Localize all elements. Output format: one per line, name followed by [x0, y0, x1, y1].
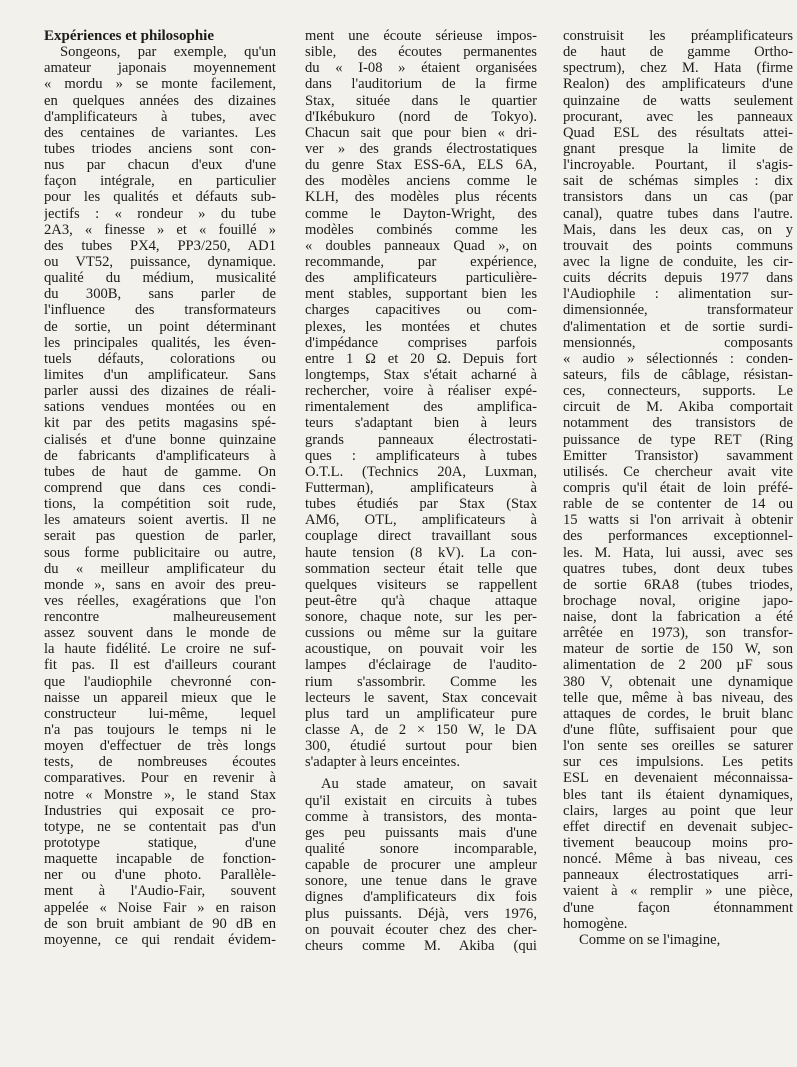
text-line: naisse un appareil mieux que le [44, 689, 276, 706]
text-line: moyen d'effectuer de très longs [44, 738, 276, 755]
text-line: sations vendues montées ou en [44, 399, 276, 416]
text-line: sous forme publicitaire ou autre, [44, 544, 276, 561]
text-line: tivement beaucoup moins pro- [563, 835, 793, 852]
text-line: brochage noval, origine japo- [563, 592, 793, 609]
text-line: cialisés et d'une bonne quinzaine [44, 431, 276, 448]
text-line: ces, connecteurs, supports. Le [563, 383, 793, 400]
text-line: acoustique, on pouvait voir les [305, 641, 537, 658]
text-line: tions, la compétition soit rude, [44, 496, 276, 513]
text-line: des modèles anciens comme le [305, 173, 537, 190]
text-line: de fabricants d'amplificateurs à [44, 447, 276, 464]
text-line: tuels défauts, colorations ou [44, 350, 276, 367]
text-line: du genre Stax ESS-6A, ELS 6A, [305, 157, 537, 174]
text-line: Industries qui exposait ce pro- [44, 802, 276, 819]
text-line: ques : amplificateurs à tubes [305, 447, 537, 464]
text-line: ner ou d'une photo. Parallèle- [44, 867, 276, 884]
text-line: ges peu puissants mais d'une [305, 824, 537, 841]
text-line: Au stade amateur, on savait [321, 776, 537, 793]
text-line: de sortie 6RA8 (tubes triodes, [563, 576, 793, 593]
text-line: de haut de gamme Ortho- [563, 44, 793, 61]
text-line: capable de procurer une ampleur [305, 857, 537, 874]
text-line: du « meilleur amplificateur du [44, 560, 276, 577]
text-line: des tubes PX4, PP3/250, AD1 [44, 237, 276, 254]
text-line: quelques visiteurs se rappellent [305, 576, 537, 593]
text-line: qualité du médium, musicalité [44, 270, 276, 287]
text-line: « audio » sélectionnés : conden- [563, 350, 793, 367]
text-line: spectrum), chez M. Hata (firme [563, 60, 793, 77]
text-line: 300, étudié surtout pour bien [305, 738, 537, 755]
text-line: charges capacitives ou com- [305, 302, 537, 319]
text-line: prototype statique, d'une [44, 835, 276, 852]
text-line: compris qu'il était de loin préfé- [563, 479, 793, 496]
text-line: arrêtée en 1973), son transfor- [563, 625, 793, 642]
text-line: modèles combinés comme les [305, 221, 537, 238]
text-line: on pouvait écouter chez des cher- [305, 921, 537, 938]
text-line: qualité sonore incomparable, [305, 841, 537, 858]
text-line: ment une écoute sérieuse impos- [305, 28, 537, 44]
text-line: Emitter Transistor) savamment [563, 447, 793, 464]
text-line: parler aussi des dizaines de réali- [44, 383, 276, 400]
text-line: moyenne, ce qui rendait évidem- [44, 931, 276, 948]
text-line: notre « Monstre », le stand Stax [44, 786, 276, 803]
text-line: la haute fidélité. Le croire ne suf- [44, 641, 276, 658]
text-line: Mais, dans les deux cas, on y [563, 221, 793, 238]
column-2 [305, 28, 537, 954]
text-line: ver » des grands électrostatiques [305, 140, 537, 157]
text-line: Comme on se l'imagine, [579, 931, 721, 948]
text-line: clairs, larges au point que leur [563, 802, 793, 819]
text-line: noncé. Même à bas niveau, ces [563, 851, 793, 868]
text-line: façon intégrale, en particulier [44, 173, 276, 190]
text-line: comme le Dayton-Wright, des [305, 205, 537, 222]
text-line: teurs s'adaptant bien à leurs [305, 415, 537, 432]
text-line: sur ces impulsions. Les petits [563, 754, 793, 771]
text-line: d'Ikébukuro (nord de Tokyo). [305, 108, 537, 125]
text-line: jectifs : « rondeur » du tube [44, 205, 276, 222]
text-line: les. M. Hata, lui aussi, avec ses [563, 544, 793, 561]
text-line: puissance de type RET (Ring [563, 431, 793, 448]
text-line: cussions ou même sur la guitare [305, 625, 537, 642]
text-line: Quad ESL des résultats attei- [563, 124, 793, 141]
text-line: maquette incapable de fonction- [44, 851, 276, 868]
text-line: effet directif en devenait subjec- [563, 818, 793, 835]
text-line: d'une façon étonnamment [563, 899, 793, 916]
text-line: peut-être qu'à chaque attaque [305, 592, 537, 609]
text-line: sommation secteur était telle que [305, 560, 537, 577]
text-line: du 300B, sans parler de [44, 286, 276, 303]
text-line: tubes de haut de gamme. On [44, 463, 276, 480]
text-line: sonore, une tenue dans le grave [305, 873, 537, 890]
text-line: panneaux électrostatiques arri- [563, 867, 793, 884]
text-line: « mordu » se monte facilement, [44, 76, 276, 93]
text-line: qu'il existait en circuits à tubes [305, 792, 537, 809]
text-line: de son bruit ambiant de 90 dB en [44, 915, 276, 932]
text-line: les principales qualités, les éven- [44, 334, 276, 351]
column-1 [44, 28, 276, 948]
text-line: limites d'un amplificateur. Sans [44, 366, 276, 383]
text-line: 15 watts si l'on arrivait à obtenir [563, 512, 793, 529]
text-line: comprend que dans ces condi- [44, 479, 276, 496]
text-line: quatres tubes, dont deux tubes [563, 560, 793, 577]
text-line: rium s'assombrir. Comme les [305, 673, 537, 690]
text-line: KLH, des modèles plus récents [305, 189, 537, 206]
text-line: sonore, chaque note, sur les per- [305, 609, 537, 626]
text-line: longtemps, Stax s'était acharné à [305, 366, 537, 383]
text-line: quinzaine de watts seulement [563, 92, 793, 109]
text-line: AM6, OTL, amplificateurs à [305, 512, 537, 529]
text-line: du « I-08 » étaient organisées [305, 60, 537, 77]
text-line: sateurs, fils de câblage, résistan- [563, 366, 793, 383]
text-line: assez souvent dans le monde de [44, 625, 276, 642]
text-line: dans l'auditorium de la firme [305, 76, 537, 93]
text-line: les amateurs soient avertis. Il ne [44, 512, 276, 529]
text-line: des amplificateurs particulière- [305, 270, 537, 287]
text-line: monde », sans en avoir des preu- [44, 576, 276, 593]
section-heading: Expériences et philosophie [44, 28, 215, 44]
text-line: ESL en devenaient méconnaissa- [563, 770, 793, 787]
text-line: telle que, même à bas niveau, des [563, 689, 793, 706]
text-line: recommande, par expérience, [305, 253, 537, 270]
text-line: 380 V, obtenait une dynamique [563, 673, 793, 690]
text-line: utilisés. Ce chercheur avait vite [563, 463, 793, 480]
text-line: couplage direct travaillant sous [305, 528, 537, 545]
text-line: vaient à « remplir » une pièce, [563, 883, 793, 900]
text-line: constructeur lui-même, lequel [44, 705, 276, 722]
text-line: d'amplificateurs à tubes, avec [44, 108, 276, 125]
text-line: l'influence des transformateurs [44, 302, 276, 319]
text-line: fit pas. Il est d'ailleurs courant [44, 657, 276, 674]
text-line: circuit de M. Akiba comportait [563, 399, 793, 416]
text-line: attaques de cordes, le bruit blanc [563, 705, 793, 722]
text-line: serait pas question de parler, [44, 528, 276, 545]
text-line: rimentalement des amplifica- [305, 399, 537, 416]
text-line: ou VT52, puissance, dynamique. [44, 253, 276, 270]
text-line: naise, dont la fabrication a été [563, 609, 793, 626]
text-line: 2A3, « finesse » et « fouillé » [44, 221, 276, 238]
text-line: mateur de sortie de 150 W, son [563, 641, 793, 658]
text-line: plexes, les montées et chutes [305, 318, 537, 335]
text-line: l'on sente ses oreilles se saturer [563, 738, 793, 755]
text-line: classe A, de 2 × 150 W, le DA [305, 722, 537, 739]
text-line: nus par chacun d'eux d'une [44, 157, 276, 174]
text-line: tests, de nombreuses écoutes [44, 754, 276, 771]
text-line: kit par des petits magasins spé- [44, 415, 276, 432]
text-line: procurant, avec les panneaux [563, 108, 793, 125]
text-line: rechercher, voire à réaliser expé- [305, 383, 537, 400]
text-line: sible, des écoutes permanentes [305, 44, 537, 61]
text-line: ves réelles, exagérations que l'on [44, 592, 276, 609]
text-line: rable de se contenter de 14 ou [563, 496, 793, 513]
text-line: lampes d'éclairage de l'audito- [305, 657, 537, 674]
text-line: notamment des transistors de [563, 415, 793, 432]
column-3 [563, 28, 793, 948]
text-line: alimentation de 2 200 µF sous [563, 657, 793, 674]
text-line: canal), quatre tubes dans l'autre. [563, 205, 793, 222]
text-line: amateur japonais moyennement [44, 60, 276, 77]
text-line: d'alimentation et de sortie surdi- [563, 318, 793, 335]
text-line: comparatives. Pour en revenir à [44, 770, 276, 787]
text-line: en quelques années des dizaines [44, 92, 276, 109]
text-line: Realon) des amplificateurs d'une [563, 76, 793, 93]
text-line: plus tard un amplificateur pure [305, 705, 537, 722]
text-line: appelée « Noise Fair » en raison [44, 899, 276, 916]
text-line: comme à transistors, des monta- [305, 808, 537, 825]
text-line: construisit les préamplificateurs [563, 28, 793, 44]
text-line: haute tension (8 kV). La con- [305, 544, 537, 561]
text-line: cuits décrits depuis 1977 dans [563, 270, 793, 287]
text-line: pour les qualités et défauts sub- [44, 189, 276, 206]
text-line: rencontre malheureusement [44, 609, 276, 626]
text-line: n'a pas toujours le temps ni le [44, 722, 276, 739]
text-line: ment à l'Audio-Fair, souvent [44, 883, 276, 900]
text-line: avec la ligne de conduite, les cir- [563, 253, 793, 270]
text-line: bles tant ils étaient dynamiques, [563, 786, 793, 803]
text-line: sait de schémas simples : dix [563, 173, 793, 190]
text-line: de sortie, un point déterminant [44, 318, 276, 335]
text-line: mensionnés, composants [563, 334, 793, 351]
text-line: grands panneaux électrostati- [305, 431, 537, 448]
text-line: gnant presque la limite de [563, 140, 793, 157]
text-line: O.T.L. (Technics 20A, Luxman, [305, 463, 537, 480]
text-line: Stax, située dans le quartier [305, 92, 537, 109]
text-line: « doubles panneaux Quad », on [305, 237, 537, 254]
text-line: d'une flûte, suffisaient pour que [563, 722, 793, 739]
text-line: que l'audiophile chevronné con- [44, 673, 276, 690]
text-line: des centaines de variantes. Les [44, 124, 276, 141]
text-line: des performances exceptionnel- [563, 528, 793, 545]
text-line: plus puissants. Déjà, vers 1976, [305, 905, 537, 922]
text-line: tubes étudiés par Stax (Stax [305, 496, 537, 513]
text-line: tubes triodes anciens sont con- [44, 140, 276, 157]
text-line: d'impédance comprises parfois [305, 334, 537, 351]
text-line: l'incroyable. Pourtant, il s'agis- [563, 157, 793, 174]
text-line: Songeons, par exemple, qu'un [60, 44, 276, 61]
text-line: dimensionnée, transformateur [563, 302, 793, 319]
text-line: s'adapter à leurs enceintes. [305, 754, 460, 771]
text-line: trouvait des points communs [563, 237, 793, 254]
text-line: l'Audiophile : alimentation sur- [563, 286, 793, 303]
text-line: transistors dans un cas (par [563, 189, 793, 206]
text-line: homogène. [563, 915, 628, 932]
text-line: Futterman), amplificateurs à [305, 479, 537, 496]
text-line: cheurs comme M. Akiba (qui [305, 937, 537, 954]
text-line: ment stables, supportant bien les [305, 286, 537, 303]
text-line: totype, ne se contentait pas d'un [44, 818, 276, 835]
text-line: Chacun sait que pour bien « dri- [305, 124, 537, 141]
text-line: dignes d'amplificateurs dix fois [305, 889, 537, 906]
text-line: lecteurs le savent, Stax concevait [305, 689, 537, 706]
text-line: entre 1 Ω et 20 Ω. Depuis fort [305, 350, 537, 367]
